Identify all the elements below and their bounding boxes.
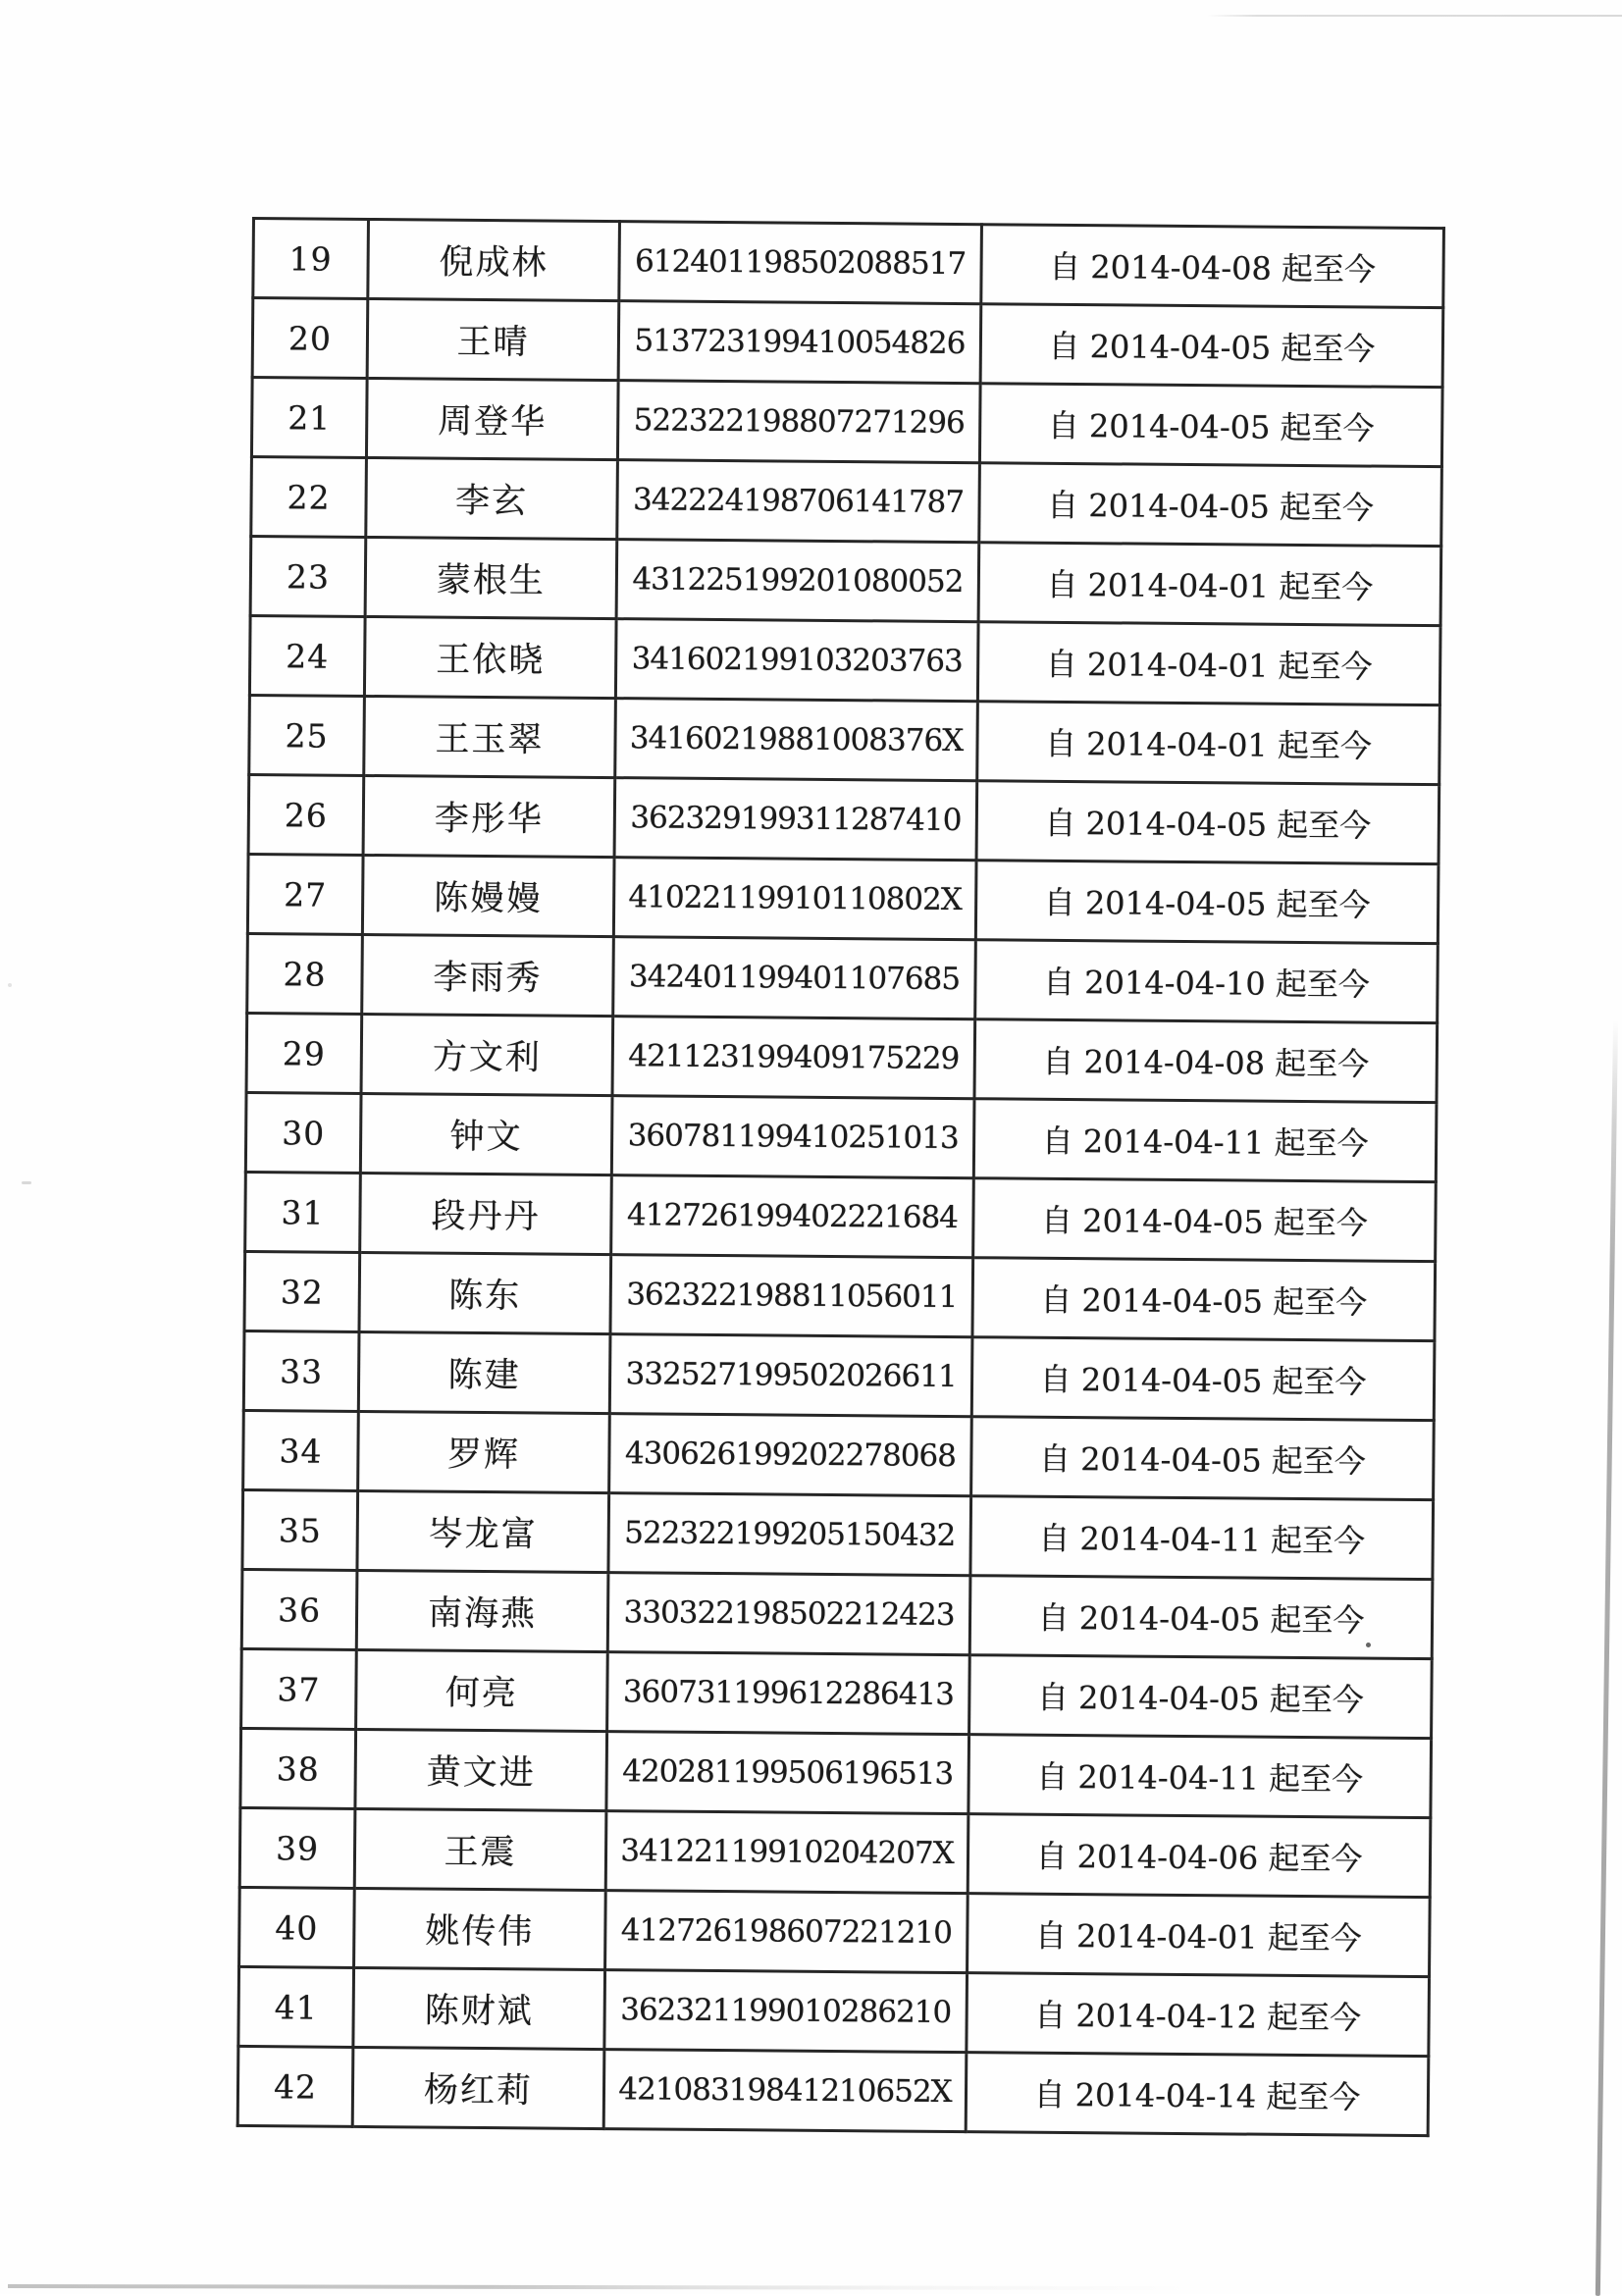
cell-row-number: 37: [241, 1648, 357, 1729]
cell-period: 自 2014-04-05 起至今: [979, 463, 1442, 547]
cell-period: 自 2014-04-05 起至今: [976, 781, 1439, 864]
cell-row-number: 22: [251, 457, 367, 538]
cell-id-number: 412726198607221210: [605, 1891, 968, 1973]
table-row: [245, 1172, 1437, 1261]
cell-name: 陈嫚嫚: [362, 855, 614, 936]
table-row: [241, 1569, 1433, 1658]
cell-id-number: 430626199202278068: [609, 1414, 972, 1496]
cell-period: 自 2014-04-05 起至今: [972, 1258, 1436, 1341]
cell-row-number: 25: [249, 695, 365, 775]
cell-name: 黄文进: [355, 1729, 607, 1810]
cell-id-number: 342224198706141787: [617, 460, 980, 543]
cell-id-number: 362329199311287410: [614, 778, 977, 861]
cell-id-number: 522322199205150432: [608, 1493, 971, 1576]
cell-row-number: 26: [248, 774, 364, 855]
cell-period: 自 2014-04-10 起至今: [975, 940, 1439, 1023]
table-row: [243, 1331, 1435, 1420]
cell-name: 周登华: [366, 378, 618, 459]
cell-row-number: 30: [245, 1092, 361, 1173]
cell-name: 倪成林: [368, 219, 620, 300]
cell-period: 自 2014-04-01 起至今: [977, 702, 1440, 785]
cell-row-number: 35: [242, 1489, 358, 1570]
cell-id-number: 34160219881008376X: [615, 699, 978, 781]
cell-name: 南海燕: [356, 1570, 608, 1651]
cell-id-number: 332527199502026611: [609, 1334, 972, 1417]
cell-row-number: 28: [247, 933, 363, 1014]
cell-row-number: 42: [237, 2046, 353, 2126]
cell-name: 蒙根生: [365, 537, 617, 618]
table-row: [247, 854, 1439, 943]
cell-period: 自 2014-04-08 起至今: [981, 225, 1444, 308]
cell-name: 李雨秀: [362, 934, 614, 1016]
cell-name: 李彤华: [363, 775, 615, 857]
cell-name: 王震: [354, 1808, 606, 1890]
cell-name: 岑龙富: [357, 1490, 609, 1572]
cell-row-number: 38: [240, 1728, 356, 1808]
cell-id-number: 34122119910204207X: [605, 1811, 968, 1894]
cell-id-number: 41022119910110802X: [613, 858, 976, 940]
cell-period: 自 2014-04-05 起至今: [975, 861, 1439, 944]
cell-period: 自 2014-04-05 起至今: [971, 1337, 1435, 1421]
table-row: [247, 933, 1439, 1022]
cell-period: 自 2014-04-01 起至今: [968, 1894, 1431, 1977]
roster-table: [236, 217, 1445, 2137]
cell-id-number: 362321199010286210: [604, 1970, 968, 2053]
table-row: [250, 537, 1441, 626]
cell-name: 陈财斌: [353, 1967, 605, 2049]
table-row: [239, 1807, 1431, 1897]
table-row: [240, 1728, 1432, 1817]
cell-id-number: 612401198502088517: [619, 222, 982, 304]
table-row: [249, 615, 1440, 704]
cell-period: 自 2014-04-01 起至今: [977, 622, 1440, 705]
cell-period: 自 2014-04-05 起至今: [969, 1655, 1433, 1739]
cell-name: 王晴: [367, 298, 619, 380]
cell-period: 自 2014-04-11 起至今: [968, 1735, 1432, 1818]
cell-id-number: 522322198807271296: [617, 381, 980, 463]
scan-artifact-left-speck-2: [8, 983, 12, 987]
table-row: [251, 457, 1442, 547]
cell-row-number: 32: [244, 1251, 360, 1331]
cell-id-number: 341602199103203763: [615, 619, 978, 702]
table-row: [241, 1648, 1433, 1738]
table-row: [244, 1251, 1436, 1340]
cell-name: 陈建: [358, 1331, 610, 1413]
cell-name: 段丹丹: [360, 1173, 612, 1254]
cell-row-number: 19: [253, 219, 369, 299]
table-row: [243, 1410, 1435, 1499]
cell-name: 王玉翠: [364, 696, 616, 777]
cell-period: 自 2014-04-05 起至今: [973, 1178, 1437, 1262]
cell-row-number: 31: [245, 1172, 361, 1252]
cell-id-number: 330322198502212423: [607, 1573, 970, 1655]
cell-period: 自 2014-04-05 起至今: [971, 1417, 1435, 1500]
cell-period: 自 2014-04-11 起至今: [973, 1099, 1437, 1182]
cell-period: 自 2014-04-06 起至今: [968, 1814, 1431, 1898]
cell-name: 姚传伟: [354, 1888, 606, 1969]
cell-period: 自 2014-04-05 起至今: [980, 304, 1443, 388]
cell-row-number: 24: [249, 615, 365, 696]
cell-id-number: 362322198811056011: [610, 1255, 973, 1337]
cell-period: 自 2014-04-11 起至今: [970, 1496, 1434, 1580]
cell-row-number: 21: [251, 378, 367, 458]
table-row: [242, 1489, 1434, 1579]
cell-period: 自 2014-04-01 起至今: [978, 543, 1441, 626]
table-row: [253, 219, 1444, 308]
table-row: [246, 1013, 1438, 1102]
table-row: [248, 774, 1439, 863]
cell-name: 王依晓: [364, 616, 616, 698]
cell-id-number: 412726199402221684: [611, 1175, 974, 1258]
cell-name: 何亮: [356, 1649, 608, 1731]
scan-artifact-right-edge-line: [1596, 1020, 1618, 2296]
cell-id-number: 421123199409175229: [612, 1017, 975, 1099]
cell-period: 自 2014-04-14 起至今: [966, 2053, 1429, 2136]
cell-row-number: 40: [239, 1887, 355, 1967]
cell-period: 自 2014-04-05 起至今: [969, 1576, 1433, 1659]
table-row: [239, 1887, 1431, 1976]
cell-row-number: 33: [243, 1331, 359, 1411]
cell-name: 陈东: [359, 1252, 611, 1333]
roster-table-container: [236, 217, 1445, 2137]
cell-id-number: 360781199410251013: [611, 1096, 974, 1178]
cell-name: 李玄: [366, 457, 618, 539]
cell-name: 罗辉: [358, 1411, 610, 1492]
cell-row-number: 29: [246, 1013, 362, 1093]
cell-id-number: 513723199410054826: [618, 301, 981, 384]
table-row: [249, 695, 1440, 784]
cell-name: 杨红莉: [352, 2047, 604, 2128]
cell-id-number: 42108319841210652X: [603, 2050, 967, 2132]
table-row: [238, 1966, 1430, 2056]
cell-row-number: 34: [243, 1410, 359, 1490]
cell-name: 方文利: [361, 1014, 613, 1095]
roster-table-body: [237, 219, 1443, 2136]
cell-row-number: 23: [250, 537, 366, 617]
cell-row-number: 27: [247, 854, 363, 934]
scan-artifact-left-speck: [22, 1181, 31, 1184]
table-row: [251, 378, 1442, 467]
scan-artifact-bottom-line: [8, 2284, 1195, 2290]
scan-artifact-top-hairline: [1207, 15, 1622, 17]
cell-id-number: 342401199401107685: [613, 937, 976, 1019]
cell-period: 自 2014-04-05 起至今: [979, 384, 1442, 467]
cell-id-number: 420281199506196513: [606, 1732, 969, 1814]
table-row: [252, 298, 1443, 388]
cell-period: 自 2014-04-08 起至今: [974, 1019, 1438, 1103]
cell-row-number: 36: [241, 1569, 357, 1649]
table-row: [245, 1092, 1437, 1181]
cell-row-number: 41: [238, 1966, 354, 2047]
cell-row-number: 20: [252, 298, 368, 379]
cell-id-number: 360731199612286413: [607, 1652, 970, 1735]
cell-id-number: 431225199201080052: [616, 540, 979, 622]
cell-row-number: 39: [239, 1807, 355, 1888]
table-row: [237, 2046, 1429, 2135]
cell-period: 自 2014-04-12 起至今: [967, 1973, 1430, 2057]
cell-name: 钟文: [360, 1093, 612, 1174]
